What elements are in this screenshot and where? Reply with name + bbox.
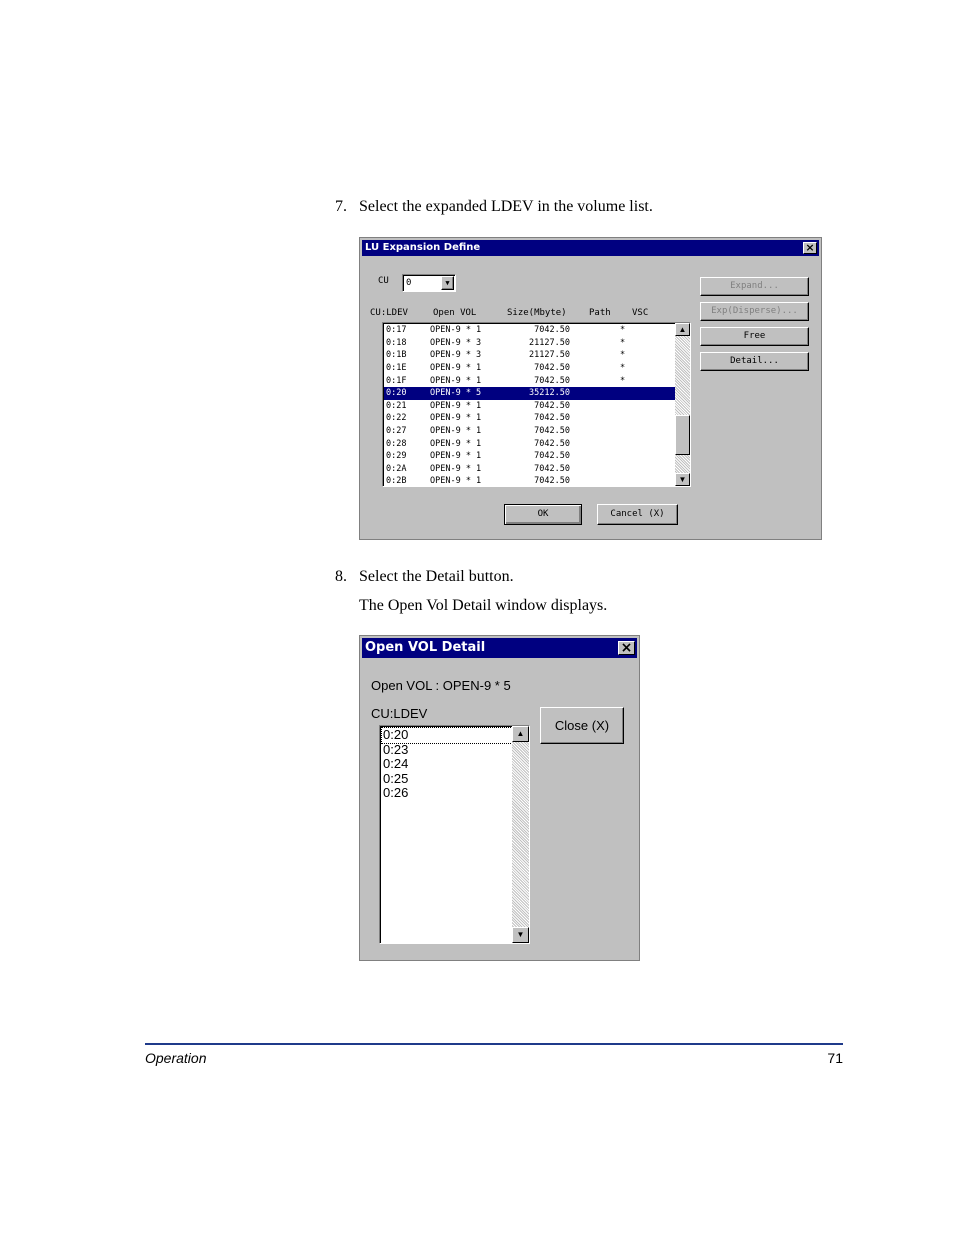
cell-size: 7042.50	[534, 413, 570, 424]
volume-list-row[interactable]	[384, 374, 675, 387]
cell-open-vol: OPEN-9 * 1	[430, 438, 482, 449]
cu-select[interactable]	[402, 274, 456, 292]
volume-list-row[interactable]	[384, 387, 675, 400]
cell-path: *	[619, 375, 626, 386]
cell-ldev: 0:1E	[386, 363, 407, 374]
cell-ldev: 0:1B	[386, 350, 407, 361]
volume-list-row[interactable]	[384, 450, 675, 463]
scroll-down-icon[interactable]: ▼	[675, 473, 690, 486]
cell-open-vol: OPEN-9 * 1	[430, 363, 482, 374]
ldev-list-items	[382, 728, 512, 801]
detail-dialog-titlebar	[362, 638, 637, 658]
volume-list-row[interactable]	[384, 425, 675, 438]
cell-ldev: 0:20	[384, 387, 430, 400]
cell-size: 7042.50	[534, 438, 570, 449]
cell-open-vol: OPEN-9 * 3	[430, 350, 482, 361]
cell-ldev: 0:1F	[386, 375, 407, 386]
column-header-vsc: VSC	[632, 308, 649, 318]
ldev-list-item[interactable]: 0:20	[382, 728, 512, 743]
cell-path	[570, 437, 675, 450]
cell-open-vol: OPEN-9 * 1	[430, 426, 482, 437]
cell-ldev: 0:17	[386, 325, 407, 336]
step-8-note: The Open Vol Detail window displays.	[359, 597, 608, 614]
cell-ldev: 0:28	[386, 438, 407, 449]
scroll-up-icon[interactable]: ▲	[675, 323, 690, 336]
cancel-button[interactable]: Cancel (X)	[597, 504, 678, 525]
scroll-up-icon[interactable]: ▲	[512, 726, 529, 742]
step-7-text: Select the expanded LDEV in the volume list.	[359, 198, 653, 215]
volume-list-row[interactable]	[384, 349, 675, 362]
cell-size: 21127.50	[529, 350, 570, 361]
cell-size: 7042.50	[534, 400, 570, 411]
cell-open-vol: OPEN-9 * 1	[430, 451, 482, 462]
cell-open-vol: OPEN-9 * 3	[430, 337, 482, 348]
expand-button[interactable]: Expand...	[700, 277, 809, 296]
detail-button[interactable]: Detail...	[700, 352, 809, 371]
exp-disperse-button[interactable]: Exp(Disperse)...	[700, 302, 809, 321]
volume-list-scrollbar[interactable]	[675, 323, 690, 486]
culdev-label: CU:LDEV	[371, 706, 428, 721]
cell-open-vol: OPEN-9 * 1	[430, 400, 482, 411]
cell-path: *	[619, 337, 626, 348]
cell-path	[570, 412, 675, 425]
cell-ldev: 0:22	[386, 413, 407, 424]
cell-ldev: 0:2B	[386, 476, 407, 485]
cell-size: 7042.50	[534, 426, 570, 437]
ldev-list-item[interactable]: 0:24	[383, 756, 409, 772]
step-7	[335, 198, 653, 216]
column-header-path: Path	[589, 308, 611, 318]
volume-list[interactable]	[382, 322, 691, 487]
volume-list-row[interactable]	[384, 400, 675, 413]
close-button[interactable]: Close (X)	[540, 707, 624, 744]
chevron-down-icon[interactable]: ▼	[441, 276, 454, 290]
volume-list-row[interactable]	[384, 437, 675, 450]
cell-path	[570, 450, 675, 463]
footer-section: Operation	[145, 1050, 207, 1066]
cell-open-vol: OPEN-9 * 1	[430, 375, 482, 386]
cell-size: 7042.50	[534, 325, 570, 336]
volume-list-row[interactable]	[384, 362, 675, 375]
column-header-size: Size(Mbyte)	[507, 308, 567, 318]
cell-path	[570, 400, 675, 413]
cell-ldev: 0:29	[386, 451, 407, 462]
cell-size: 7042.50	[534, 463, 570, 474]
close-icon[interactable]: ×	[803, 242, 817, 254]
cell-size: 7042.50	[534, 363, 570, 374]
scroll-thumb[interactable]	[675, 415, 690, 455]
volume-list-row[interactable]	[384, 324, 675, 337]
cell-path	[570, 463, 675, 476]
cell-size: 7042.50	[534, 476, 570, 485]
footer-rule	[145, 1043, 843, 1045]
cell-ldev: 0:18	[386, 337, 407, 348]
volume-list-row[interactable]	[384, 337, 675, 350]
close-icon[interactable]: ×	[618, 641, 635, 655]
cell-ldev: 0:27	[386, 426, 407, 437]
cell-open-vol: OPEN-9 * 1	[430, 413, 482, 424]
ok-button[interactable]: OK	[504, 504, 582, 525]
ldev-list-item[interactable]: 0:25	[383, 770, 409, 786]
cell-path	[570, 425, 675, 438]
lu-dialog-title: LU Expansion Define	[365, 242, 481, 253]
ldev-list-item[interactable]: 0:23	[383, 741, 409, 757]
cu-label: CU	[378, 276, 389, 286]
volume-list-row[interactable]	[384, 475, 675, 485]
cell-size: 7042.50	[534, 451, 570, 462]
cell-path: *	[619, 350, 626, 361]
page-number: 71	[827, 1050, 843, 1066]
cell-path	[570, 387, 675, 400]
column-header-open-vol: Open VOL	[433, 308, 477, 318]
cell-ldev: 0:2A	[386, 463, 407, 474]
cell-size: 21127.50	[529, 337, 570, 348]
detail-dialog-title: Open VOL Detail	[365, 640, 486, 655]
volume-list-table	[384, 324, 675, 485]
lu-dialog-titlebar	[362, 240, 819, 256]
volume-list-row[interactable]	[384, 463, 675, 476]
volume-list-row[interactable]	[384, 412, 675, 425]
lu-expansion-define-dialog	[359, 237, 822, 540]
cell-path	[570, 475, 675, 485]
open-vol-detail-dialog	[359, 635, 640, 961]
cu-select-value: 0	[406, 278, 412, 288]
scroll-down-icon[interactable]: ▼	[512, 927, 529, 943]
cell-size: 7042.50	[534, 375, 570, 386]
step-8-number: 8.	[335, 568, 347, 585]
column-header-culdev: CU:LDEV	[370, 308, 408, 318]
cell-open-vol: OPEN-9 * 1	[430, 325, 482, 336]
free-button[interactable]: Free	[700, 327, 809, 346]
step-8-text: Select the Detail button.	[359, 568, 514, 585]
ldev-list-item[interactable]: 0:26	[383, 785, 409, 801]
step-8	[335, 568, 514, 586]
cell-open-vol: OPEN-9 * 1	[430, 476, 482, 485]
open-vol-label: Open VOL : OPEN-9 * 5	[371, 678, 511, 693]
cell-open-vol: OPEN-9 * 5	[430, 387, 508, 400]
cell-ldev: 0:21	[386, 400, 407, 411]
cell-path: *	[619, 363, 626, 374]
step-7-number: 7.	[335, 198, 347, 215]
cell-open-vol: OPEN-9 * 1	[430, 463, 482, 474]
cell-path: *	[619, 325, 626, 336]
ldev-list[interactable]	[379, 725, 530, 944]
cell-size: 35212.50	[508, 387, 570, 400]
ldev-list-scrollbar[interactable]	[512, 726, 529, 943]
